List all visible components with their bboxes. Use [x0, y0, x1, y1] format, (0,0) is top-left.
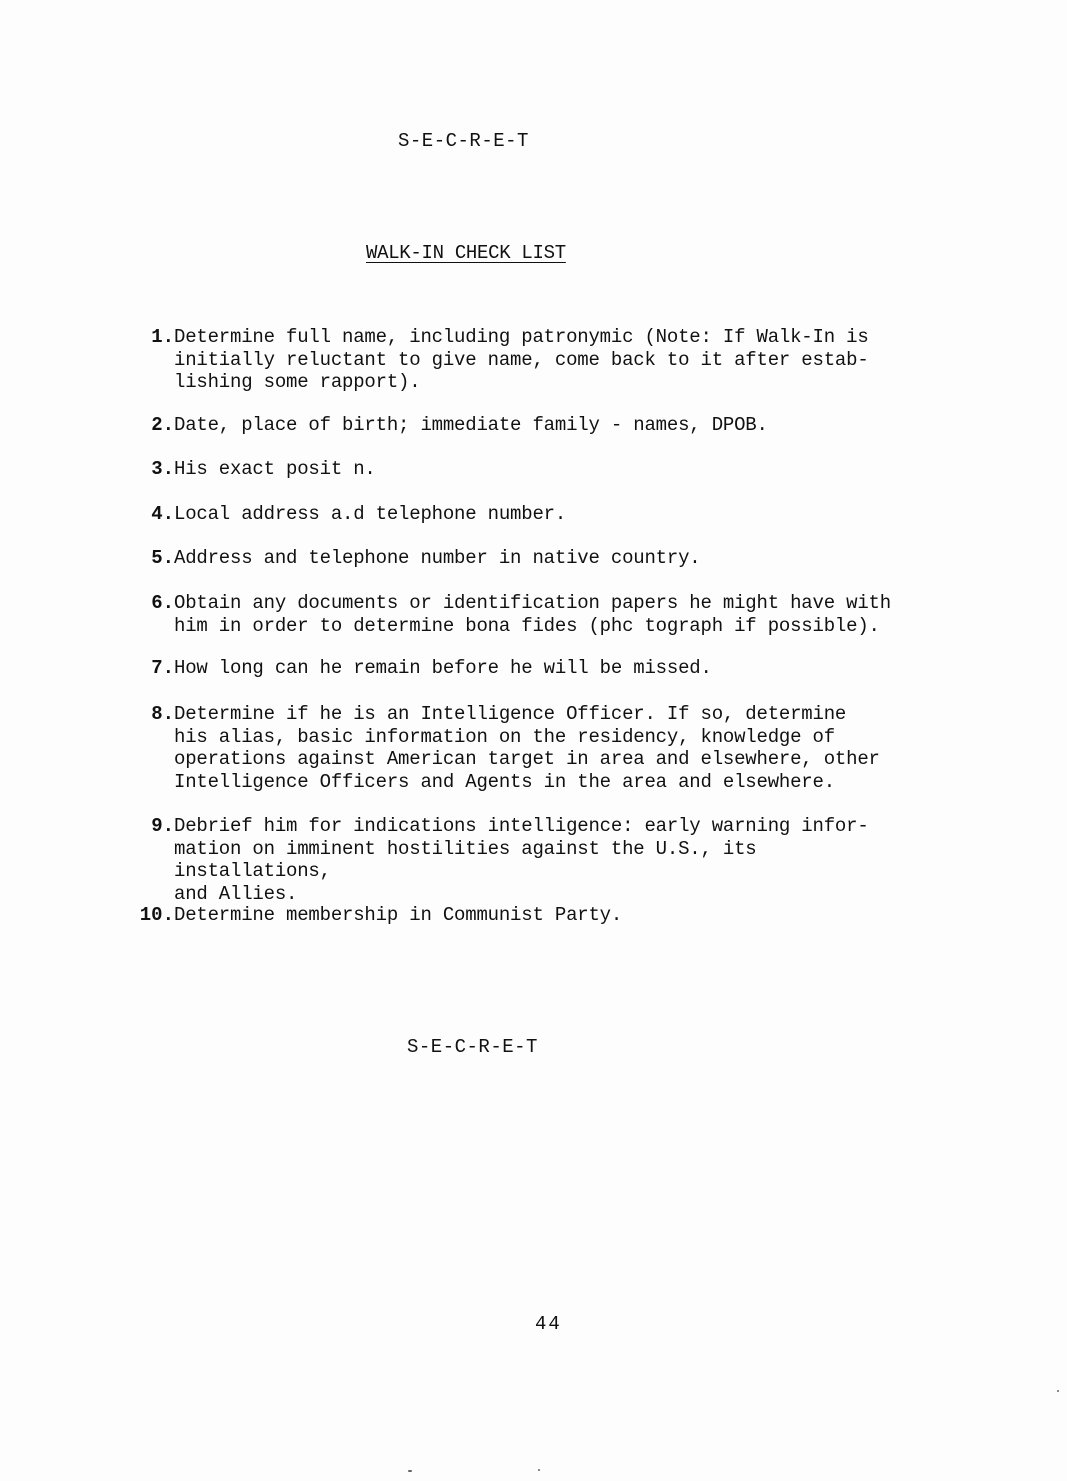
checklist-item-2 [120, 414, 920, 437]
item-text: How long can he remain before he will be missed. [174, 657, 712, 679]
scan-speck [538, 1469, 540, 1471]
bottom-classification-marking: S-E-C-R-E-T [407, 1036, 538, 1058]
top-classification-marking: S-E-C-R-E-T [398, 130, 529, 152]
item-number: 8. [151, 703, 174, 725]
checklist-item-8 [120, 703, 920, 793]
item-number: 2. [151, 414, 174, 436]
item-text: Obtain any documents or identification papers he might have with him in order to determine bona fides (phc tograph if possible). [174, 592, 891, 637]
item-number: 6. [151, 592, 174, 614]
checklist-item-9 [120, 815, 920, 905]
item-text: Determine full name, including patronymic (Note: If Walk-In is initially reluctant to give name, come back to it after estab- lishing some rapport). [174, 326, 869, 393]
item-number: 3. [151, 458, 174, 480]
checklist-item-10 [120, 904, 920, 927]
item-text: His exact posit n. [174, 458, 376, 480]
checklist-item-5 [120, 547, 920, 570]
item-text: Address and telephone number in native country. [174, 547, 701, 569]
checklist-item-1 [120, 326, 920, 394]
item-number: 5. [151, 547, 174, 569]
item-number: 9. [151, 815, 174, 837]
item-number: 10. [139, 904, 174, 926]
item-number: 7. [151, 657, 174, 679]
item-number: 1. [151, 326, 174, 348]
checklist-item-4 [120, 503, 920, 526]
checklist-item-3 [120, 458, 920, 481]
page-number: 44 [535, 1313, 562, 1335]
document-title: WALK-IN CHECK LIST [366, 242, 566, 264]
item-number: 4. [151, 503, 174, 525]
item-text: Determine membership in Communist Party. [174, 904, 623, 926]
checklist-item-6 [120, 592, 920, 637]
item-text: Debrief him for indications intelligence: early warning infor- mation on imminent hostilities against the U.S., its installations, and Allies. [174, 815, 869, 905]
checklist-item-7 [120, 657, 920, 680]
item-text: Date, place of birth; immediate family - names, DPOB. [174, 414, 768, 436]
item-text: Local address a.d telephone number. [174, 503, 567, 525]
scan-speck [408, 1470, 412, 1472]
scan-speck [1057, 1390, 1059, 1392]
item-text: Determine if he is an Intelligence Officer. If so, determine his alias, basic information on the residency, knowledge of operations against American target in area and elsewhere, other Intelligence Officers and Agents in the area and elsewhere. [174, 703, 880, 793]
